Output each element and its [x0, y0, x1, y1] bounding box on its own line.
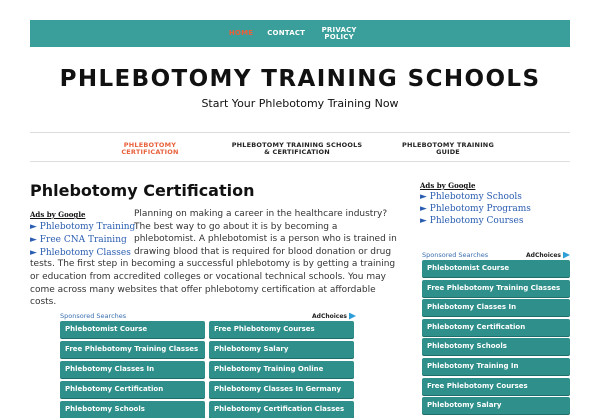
- sponsored-search-button[interactable]: Phlebotomy Classes In Germany: [209, 381, 354, 398]
- top-nav-privacy-policy[interactable]: PRIVACY POLICY: [321, 25, 357, 41]
- sponsored-search-button[interactable]: Phlebotomy Training Online: [209, 361, 354, 378]
- inline-ad-link[interactable]: ► Phlebotomy Classes: [30, 248, 131, 258]
- sponsored-search-button[interactable]: Free Phlebotomy Training Classes: [422, 280, 570, 297]
- sponsored-search-button[interactable]: Phlebotomy Salary: [209, 341, 354, 358]
- main-nav-training-guide[interactable]: PHLEBOTOMY TRAINING GUIDE: [402, 141, 494, 156]
- main-navigation: [30, 132, 570, 162]
- sidebar-ads-label[interactable]: Ads by Google: [420, 181, 476, 190]
- inline-ad-links: [30, 210, 136, 258]
- adchoices-badge[interactable]: [526, 252, 570, 259]
- top-nav-contact[interactable]: CONTACT: [267, 29, 306, 37]
- sidebar-ad-header: [422, 250, 570, 260]
- sidebar-ad-link[interactable]: ► Phlebotomy Programs: [420, 204, 531, 214]
- sponsored-search-button[interactable]: Free Phlebotomy Training Classes: [60, 341, 205, 358]
- sponsored-search-button[interactable]: Phlebotomy Certification: [60, 381, 205, 398]
- content-ad-column-left: [60, 321, 205, 418]
- site-title[interactable]: PHLEBOTOMY TRAINING SCHOOLS: [59, 66, 541, 92]
- inline-ads-label[interactable]: Ads by Google: [30, 210, 86, 219]
- sidebar-ad-links: [420, 192, 570, 226]
- top-bar: [30, 20, 570, 47]
- adchoices-badge[interactable]: [312, 313, 356, 320]
- sponsored-search-button[interactable]: Phlebotomy Certification Classes: [209, 401, 354, 418]
- adchoices-label: AdChoices: [526, 251, 561, 259]
- sidebar-ad-column: [422, 260, 570, 414]
- inline-ad-link[interactable]: ► Phlebotomy Training: [30, 222, 136, 232]
- sponsored-searches-label: Sponsored Searches: [60, 312, 127, 320]
- article-paragraph: Planning on making a career in the healthcare industry? The best way to go about it is by becoming a phlebotomist. A phlebotomist is a person who is trained in drawing blood that is required for blood donation or drug tests. The first step in becoming a successful phlebotomy is by getting a training or education from accredited colleges or vocational technical schools. You may come across many websites that offer phlebotomy certification at affordable costs.: [30, 209, 397, 308]
- sponsored-search-button[interactable]: Phlebotomy Certification: [422, 319, 570, 336]
- content-ad-columns: [60, 321, 356, 418]
- sidebar-ad-link[interactable]: ► Phlebotomy Schools: [420, 192, 522, 202]
- sponsored-search-button[interactable]: Phlebotomy Classes In: [422, 299, 570, 316]
- content-ad-unit: [60, 311, 356, 418]
- page-title: Phlebotomy Certification: [30, 181, 255, 200]
- sponsored-search-button[interactable]: Free Phlebotomy Courses: [422, 378, 570, 395]
- top-nav-home[interactable]: HOME: [228, 29, 254, 37]
- sponsored-search-button[interactable]: Phlebotomist Course: [422, 260, 570, 277]
- sponsored-search-button[interactable]: Phlebotomy Salary: [422, 397, 570, 414]
- sponsored-search-button[interactable]: Free Phlebotomy Courses: [209, 321, 354, 338]
- sponsored-search-button[interactable]: Phlebotomy Classes In: [60, 361, 205, 378]
- sponsored-search-button[interactable]: Phlebotomist Course: [60, 321, 205, 338]
- sponsored-search-button[interactable]: Phlebotomy Schools: [422, 338, 570, 355]
- sponsored-search-button[interactable]: Phlebotomy Training In: [422, 358, 570, 375]
- main-nav-training-schools-certification[interactable]: PHLEBOTOMY TRAINING SCHOOLS & CERTIFICATION: [231, 141, 363, 156]
- content-ad-header: [60, 311, 356, 321]
- content-ad-column-right: [209, 321, 354, 418]
- adchoices-icon: [349, 313, 356, 320]
- sidebar: [420, 181, 570, 226]
- inline-ad-link[interactable]: ► Free CNA Training: [30, 235, 127, 245]
- adchoices-label: AdChoices: [312, 312, 347, 320]
- adchoices-icon: [563, 252, 570, 259]
- main-nav-phlebotomy-certification[interactable]: PHLEBOTOMY CERTIFICATION: [121, 141, 179, 156]
- site-tagline: Start Your Phlebotomy Training Now: [201, 97, 399, 110]
- sponsored-search-button[interactable]: Phlebotomy Schools: [60, 401, 205, 418]
- sponsored-searches-label: Sponsored Searches: [422, 251, 489, 259]
- top-navigation: [229, 27, 359, 41]
- sidebar-ad-unit: [422, 250, 570, 414]
- sidebar-ad-link[interactable]: ► Phlebotomy Courses: [420, 216, 524, 226]
